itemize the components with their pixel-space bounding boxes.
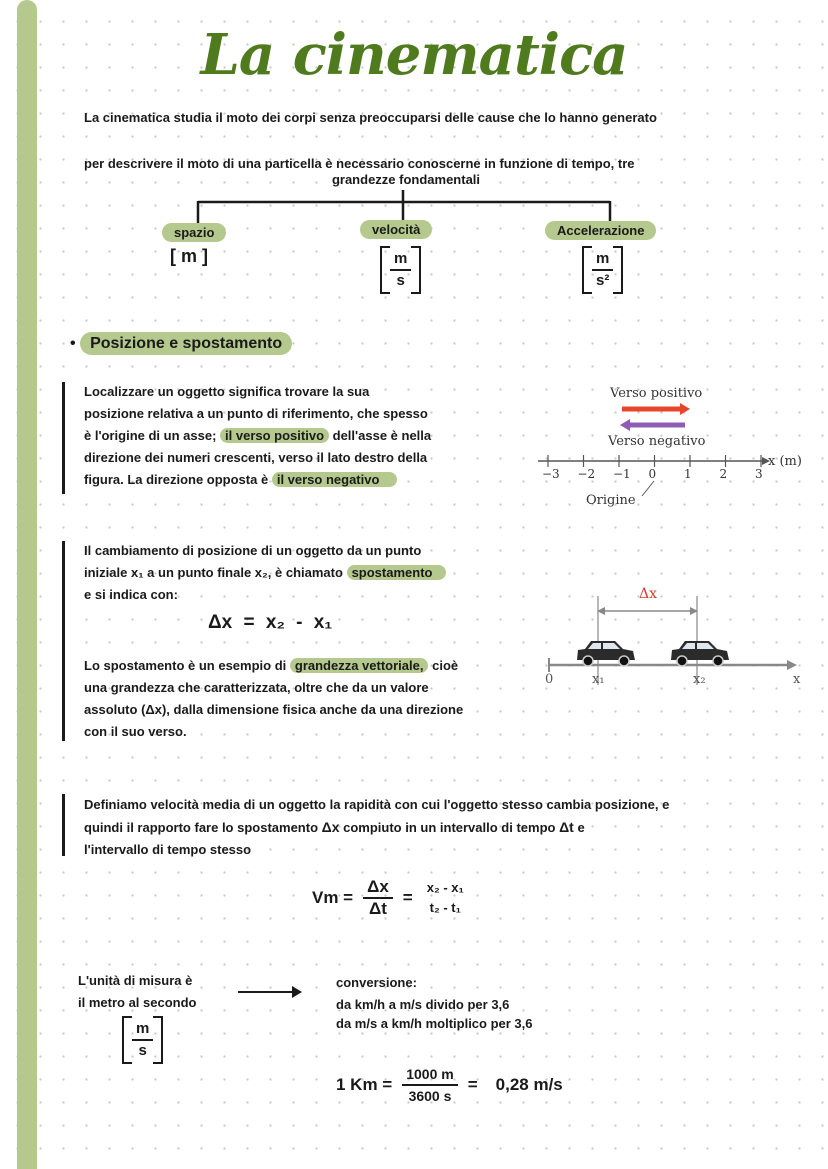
paragraph-bar <box>62 382 65 494</box>
intro-line-1: La cinematica studia il moto dei corpi senza preoccuparsi delle cause che lo hanno generato <box>84 110 657 125</box>
axis-tick-label: 1 <box>684 467 692 481</box>
example-result: 0,28 m/s <box>495 1075 563 1094</box>
quantity-space-unit: [ m ] <box>170 246 208 266</box>
fraction-numerator: Δx <box>363 877 393 899</box>
unit-denominator: s² <box>596 272 610 289</box>
text-line <box>84 816 669 839</box>
formula-lhs: Vm = <box>312 888 354 907</box>
delta-x-symbol: Δx <box>321 819 340 835</box>
axis-tick-label: 3 <box>755 467 763 481</box>
quantity-velocity-unit <box>380 246 421 294</box>
x-label: x <box>793 672 801 687</box>
conversion-line: da km/h a m/s divido per 3,6 <box>336 997 510 1012</box>
quantity-label: spazio <box>162 223 226 242</box>
fraction-denominator: 3600 s <box>408 1088 452 1104</box>
quantity-label: velocità <box>360 220 432 239</box>
axis-tick-label: 0 <box>648 467 657 481</box>
text-line: L'unità di misura è <box>78 973 193 988</box>
unit-numerator: m <box>592 249 613 271</box>
text-segment: figura. La direzione opposta è <box>84 472 269 487</box>
intro-line-2b: grandezze fondamentali <box>331 172 481 187</box>
conversion-title: conversione: <box>336 975 417 990</box>
velocity-formula <box>312 877 468 919</box>
negative-arrow-head <box>620 419 630 431</box>
negative-direction-label: Verso negativo <box>608 434 706 449</box>
text-line: con il suo verso. <box>84 724 187 739</box>
text-segment: è l'origine di un asse; <box>84 428 217 443</box>
text-line: una grandezza che caratterizzata, oltre che da un valore <box>84 680 429 695</box>
quantity-label: Accelerazione <box>545 221 656 240</box>
text-line <box>84 469 431 491</box>
fraction-positions <box>423 878 468 918</box>
fraction-denominator: t₂ - t₁ <box>429 900 461 915</box>
equals-sign: = <box>402 888 413 907</box>
axis-tick-label: −1 <box>613 467 631 481</box>
quantity-acceleration-unit <box>582 246 623 294</box>
delta-x-label: Δx <box>639 586 658 602</box>
example-lhs: 1 Km = <box>336 1075 393 1094</box>
quantity-acceleration <box>545 222 656 240</box>
displacement-formula: Δx = x₂ - x₁ <box>208 612 333 633</box>
text-line: il metro al secondo <box>78 995 197 1010</box>
axis-tick-label: −3 <box>542 467 560 481</box>
fraction-delta <box>363 877 393 919</box>
arrow-right-icon <box>236 984 306 1000</box>
quantity-space <box>162 224 226 242</box>
paragraph-velocity <box>84 794 669 861</box>
zero-label: 0 <box>545 672 554 687</box>
car-icon <box>671 641 729 666</box>
conversion-example <box>336 1064 563 1106</box>
x-axis-arrow <box>787 660 797 670</box>
unit-denominator: s <box>138 1042 147 1059</box>
text-segment: e <box>577 820 585 835</box>
intro-line-2a: per descrivere il moto di una particella è necessario conoscerne in funzione di tempo, tre <box>84 156 635 171</box>
conversion-block <box>336 972 533 1032</box>
fraction-numerator: 1000 m <box>402 1064 457 1086</box>
unit-denominator: s <box>396 272 405 289</box>
quantity-velocity <box>360 221 432 239</box>
text-segment: Lo spostamento è un esempio di <box>84 658 287 673</box>
example-fraction <box>402 1064 457 1106</box>
x2-label: x₂ <box>693 672 706 687</box>
text-line: direzione dei numeri crescenti, verso il lato destro della <box>84 450 428 465</box>
text-segment: quindi il rapporto fare lo spostamento <box>84 820 319 835</box>
unit-description <box>78 970 196 1014</box>
text-line <box>84 562 446 584</box>
text-line: l'intervallo di tempo stesso <box>84 842 252 857</box>
fraction-denominator: Δt <box>369 899 387 918</box>
positive-direction-label: Verso positivo <box>610 386 703 401</box>
x1-label: x₁ <box>592 672 605 687</box>
paragraph-displacement <box>84 540 446 606</box>
axis-tick-label: −2 <box>577 467 596 481</box>
car-icon <box>577 641 635 666</box>
fraction-numerator: x₂ - x₁ <box>426 880 464 895</box>
highlight-displacement: spostamento <box>347 565 447 580</box>
paragraph-bar <box>62 794 65 856</box>
equals-sign: = <box>467 1075 478 1094</box>
text-segment: cioè <box>432 658 459 673</box>
text-line: assoluto (Δx), dalla dimensione fisica anche da una direzione <box>84 702 464 717</box>
text-segment: iniziale x₁ a un punto finale x₂, è chiamato <box>84 565 343 580</box>
page-title: La cinematica <box>200 22 628 88</box>
text-line: Localizzare un oggetto significa trovare la sua <box>84 384 370 399</box>
axis-tick-label: 2 <box>719 467 728 481</box>
highlight-positive: il verso positivo <box>220 428 329 443</box>
origin-pointer <box>642 481 654 496</box>
text-line <box>84 425 431 447</box>
text-line: e si indica con: <box>84 587 178 602</box>
highlight-negative: il verso negativo <box>272 472 398 487</box>
paragraph-vector <box>84 655 463 743</box>
text-segment: dell'asse è nella <box>332 428 432 443</box>
axis-figure <box>530 378 810 518</box>
axis-label: x (m) <box>768 454 802 469</box>
highlight-vector: grandezza vettoriale, <box>290 658 429 673</box>
delta-t-symbol: Δt <box>559 819 574 835</box>
displacement-figure <box>535 580 815 690</box>
velocity-unit <box>122 1016 163 1064</box>
conversion-line: da m/s a km/h moltiplico per 3,6 <box>336 1016 533 1031</box>
text-line: Il cambiamento di posizione di un oggetto da un punto <box>84 543 422 558</box>
paragraph-bar <box>62 541 65 741</box>
paragraph-position <box>84 381 431 491</box>
section-heading-text: Posizione e spostamento <box>80 332 292 355</box>
bullet: • <box>70 335 76 352</box>
text-line <box>84 655 463 677</box>
text-line: Definiamo velocità media di un oggetto la rapidità con cui l'oggetto stesso cambia posizione, e <box>84 797 670 812</box>
text-segment: compiuto in un intervallo di tempo <box>343 820 556 835</box>
text-line: posizione relativa a un punto di riferimento, che spesso <box>84 406 428 421</box>
section-heading <box>70 335 292 353</box>
unit-numerator: m <box>390 249 411 271</box>
axis-ticks <box>542 455 763 481</box>
origin-label: Origine <box>586 493 636 508</box>
positive-arrow-head <box>680 403 690 415</box>
unit-numerator: m <box>132 1019 153 1041</box>
